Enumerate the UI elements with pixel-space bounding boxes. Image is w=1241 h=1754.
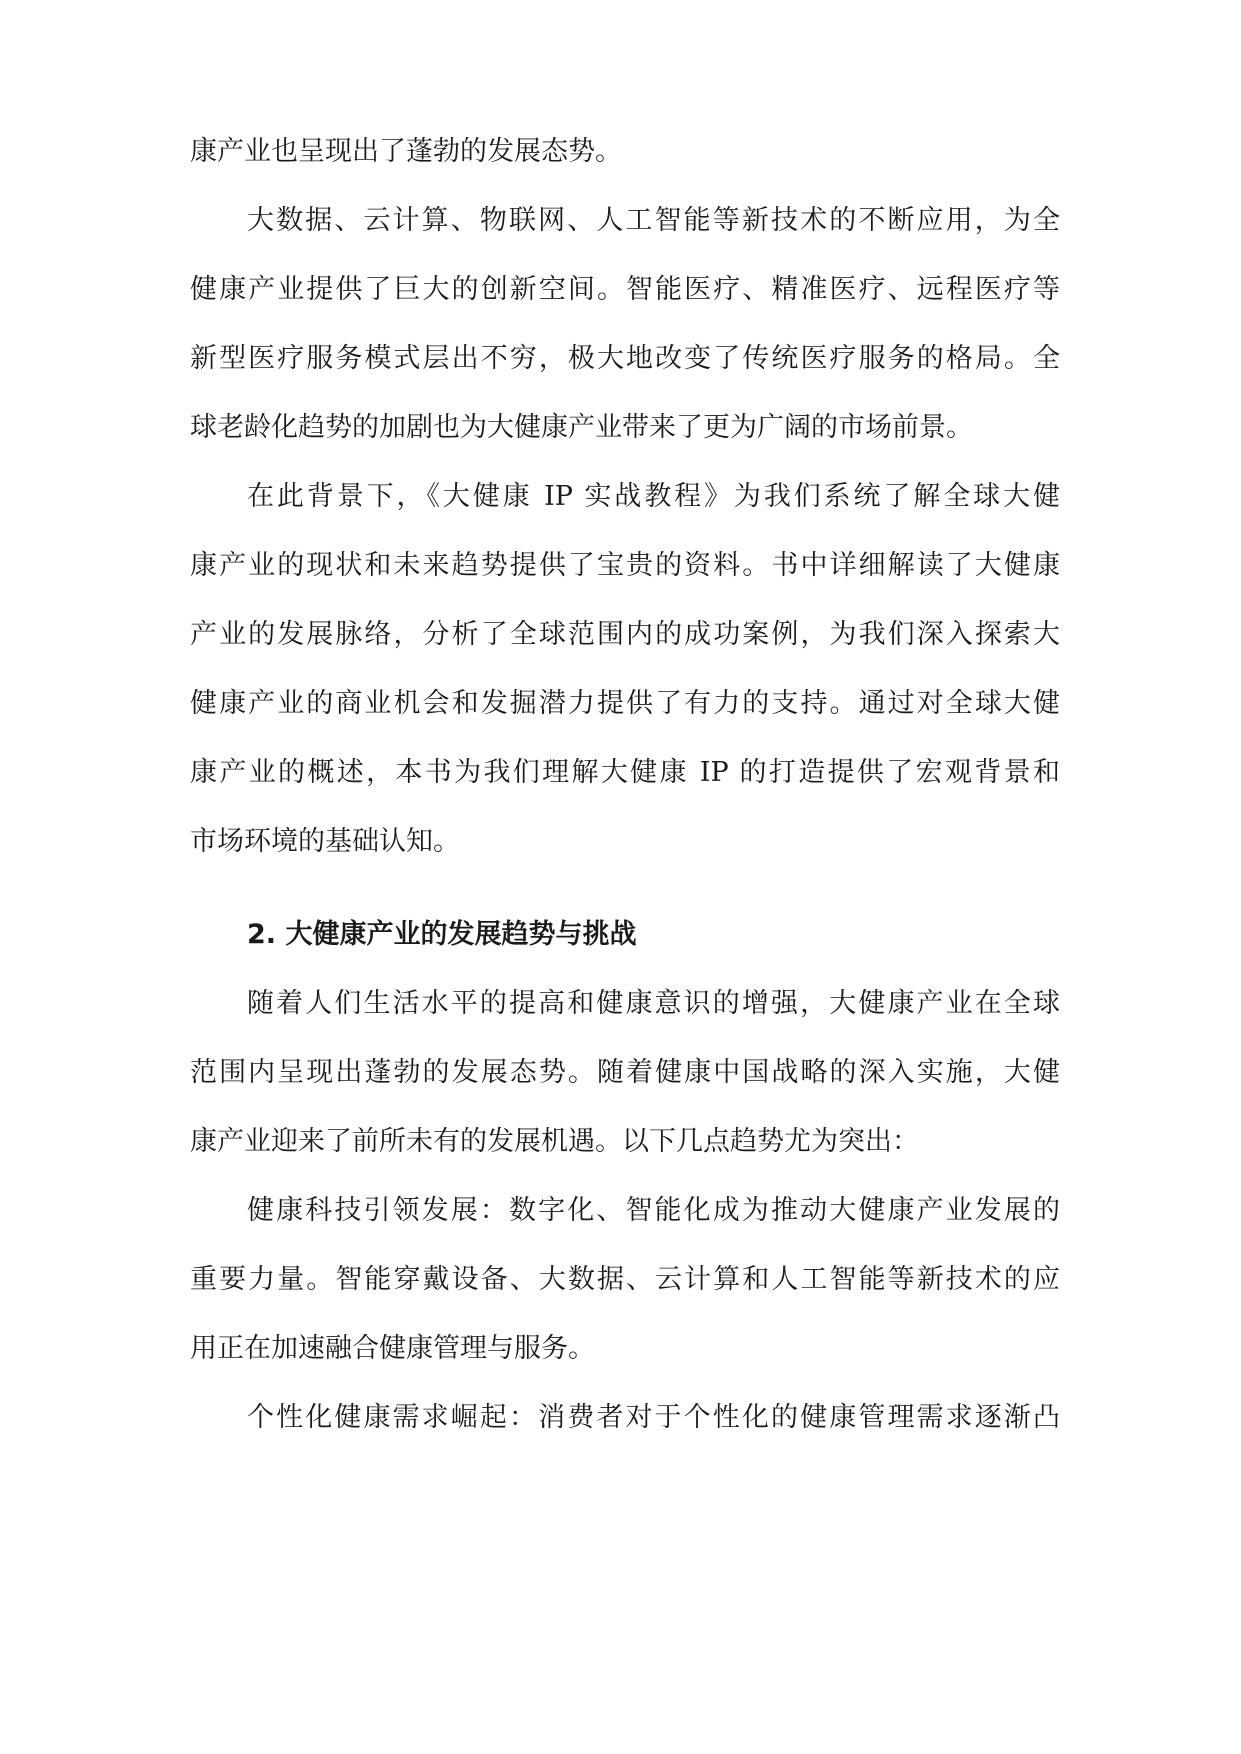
text-line: 产业的发展脉络，分析了全球范围内的成功案例，为我们深入探索大 <box>190 619 1060 650</box>
text-line: 用正在加速融合健康管理与服务。 <box>190 1333 595 1364</box>
text-line: 球老龄化趋势的加剧也为大健康产业带来了更为广阔的市场前景。 <box>190 412 973 443</box>
text-line: 健康产业的商业机会和发掘潜力提供了有力的支持。通过对全球大健 <box>190 688 1060 719</box>
text-line: 个性化健康需求崛起：消费者对于个性化的健康管理需求逐渐凸 <box>247 1402 1060 1433</box>
text-line: 康产业的现状和未来趋势提供了宝贵的资料。书中详细解读了大健康 <box>190 550 1060 581</box>
text-line: 新型医疗服务模式层出不穷，极大地改变了传统医疗服务的格局。全 <box>190 343 1060 374</box>
text-line: 重要力量。智能穿戴设备、大数据、云计算和人工智能等新技术的应 <box>190 1264 1060 1295</box>
text-line: 市场环境的基础认知。 <box>190 826 460 857</box>
text-line: 随着人们生活水平的提高和健康意识的增强，大健康产业在全球 <box>247 988 1060 1019</box>
section-heading: 2. 大健康产业的发展趋势与挑战 <box>247 919 637 950</box>
text-line: 康产业迎来了前所未有的发展机遇。以下几点趋势尤为突出： <box>190 1126 919 1157</box>
text-line: 在此背景下，《大健康 IP 实战教程》为我们系统了解全球大健 <box>247 481 1060 512</box>
text-line: 康产业也呈现出了蓬勃的发展态势。 <box>190 136 622 167</box>
text-line: 健康科技引领发展：数字化、智能化成为推动大健康产业发展的 <box>247 1195 1060 1226</box>
text-line: 大数据、云计算、物联网、人工智能等新技术的不断应用，为全 <box>247 205 1060 236</box>
text-line: 范围内呈现出蓬勃的发展态势。随着健康中国战略的深入实施，大健 <box>190 1057 1060 1088</box>
text-line: 健康产业提供了巨大的创新空间。智能医疗、精准医疗、远程医疗等 <box>190 274 1060 305</box>
text-line: 康产业的概述，本书为我们理解大健康 IP 的打造提供了宏观背景和 <box>190 757 1060 788</box>
